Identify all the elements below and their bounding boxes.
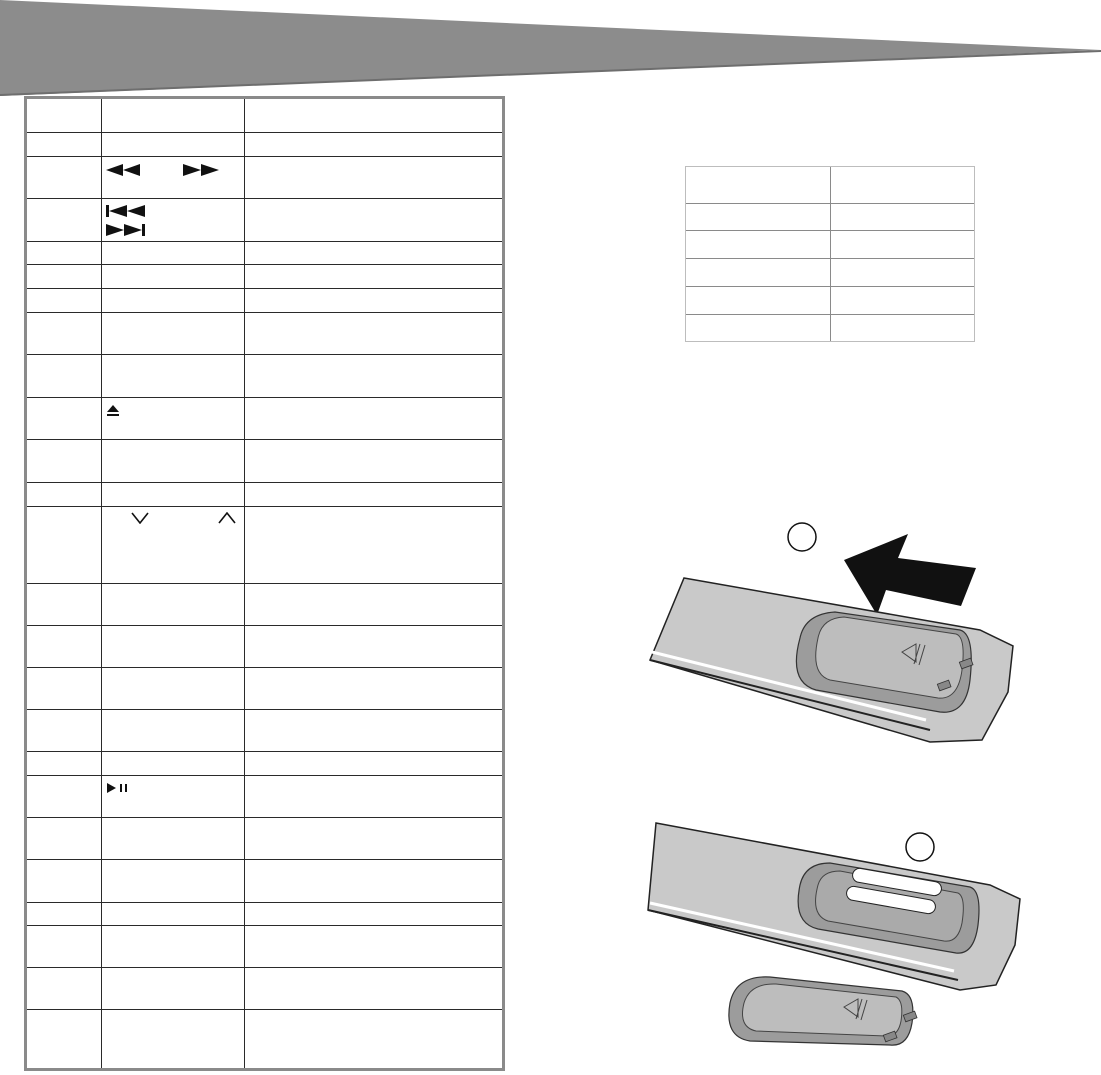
table-row — [27, 482, 502, 483]
table-row — [27, 156, 502, 157]
chevron-up-icon — [218, 512, 236, 524]
step-marker — [788, 523, 816, 551]
arrow-icon — [844, 534, 976, 615]
table-row — [27, 967, 502, 968]
table-row — [27, 397, 502, 398]
fast-forward-icon — [183, 164, 219, 176]
table-row — [27, 288, 502, 289]
remote-battery-compartment-open-illustration — [640, 815, 1060, 1047]
skip-forward-icon — [106, 224, 146, 236]
header-band — [0, 0, 1101, 96]
skip-back-icon — [106, 205, 146, 217]
table-row — [27, 925, 502, 926]
battery-table — [685, 166, 975, 342]
chevron-down-icon — [131, 512, 149, 524]
remote-control-table — [24, 96, 505, 1071]
table-row — [27, 625, 502, 626]
table-row — [27, 583, 502, 584]
table-row — [27, 902, 502, 903]
table-row — [27, 354, 502, 355]
table-row — [27, 817, 502, 818]
table-row — [27, 241, 502, 242]
step-marker — [906, 833, 934, 861]
table-header-rule — [27, 132, 502, 133]
table-row — [27, 709, 502, 710]
table-header-rule — [686, 203, 974, 204]
table-row — [686, 286, 974, 287]
table-row — [686, 314, 974, 315]
play-pause-icon — [107, 783, 129, 793]
table-row — [27, 439, 502, 440]
table-row — [27, 751, 502, 752]
table-row — [27, 312, 502, 313]
table-row — [27, 506, 502, 507]
table-row — [27, 859, 502, 860]
rewind-icon — [106, 164, 140, 176]
remote-battery-cover-sliding-off-illustration — [630, 520, 1050, 750]
table-row — [27, 775, 502, 776]
eject-icon — [107, 405, 119, 416]
table-row — [27, 264, 502, 265]
table-row — [686, 258, 974, 259]
table-row — [27, 1009, 502, 1010]
table-row — [27, 667, 502, 668]
table-row — [27, 198, 502, 199]
table-row — [686, 230, 974, 231]
